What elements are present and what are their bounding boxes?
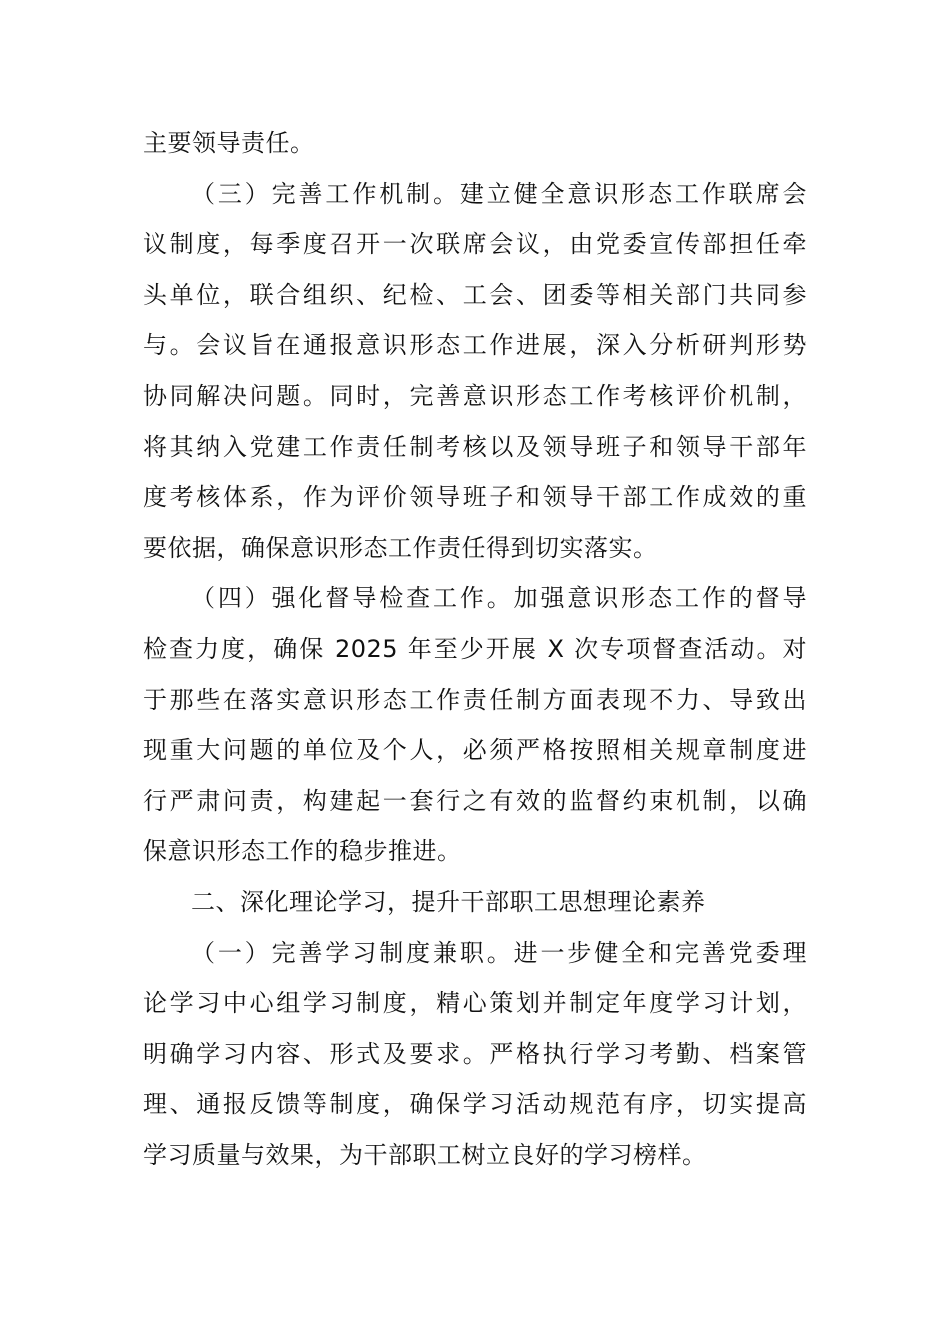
paragraph-line: 头单位，联合组织、纪检、工会、团委等相关部门共同参 bbox=[143, 280, 807, 309]
paragraph-line: 明确学习内容、形式及要求。严格执行学习考勤、档案管 bbox=[143, 1039, 807, 1068]
paragraph-line: 论学习中心组学习制度，精心策划并制定年度学习计划， bbox=[143, 989, 807, 1018]
paragraph-line: 行严肃问责，构建起一套行之有效的监督约束机制，以确 bbox=[143, 786, 807, 815]
chapter-heading-line: 二、深化理论学习，提升干部职工思想理论素养 bbox=[191, 887, 706, 916]
section-heading-line: （一）完善学习制度兼职。进一步健全和完善党委理 bbox=[191, 938, 807, 967]
section-heading-line: （四）强化督导检查工作。加强意识形态工作的督导 bbox=[191, 584, 807, 613]
paragraph-line: 保意识形态工作的稳步推进。 bbox=[143, 837, 462, 866]
paragraph-line: 议制度，每季度召开一次联席会议，由党委宣传部担任牵 bbox=[143, 230, 807, 259]
paragraph-line: 检查力度，确保 2025 年至少开展 X 次专项督查活动。对 bbox=[143, 634, 807, 663]
paragraph-line: 将其纳入党建工作责任制考核以及领导班子和领导干部年 bbox=[143, 432, 807, 461]
paragraph-line: 理、通报反馈等制度，确保学习活动规范有序，切实提高 bbox=[143, 1090, 807, 1119]
section-heading-line: （三）完善工作机制。建立健全意识形态工作联席会 bbox=[191, 179, 807, 208]
paragraph-line: 协同解决问题。同时，完善意识形态工作考核评价机制， bbox=[143, 381, 807, 410]
document-body bbox=[143, 118, 807, 1180]
paragraph-line: 学习质量与效果，为干部职工树立良好的学习榜样。 bbox=[143, 1140, 707, 1169]
paragraph-line: 要依据，确保意识形态工作责任得到切实落实。 bbox=[143, 533, 658, 562]
paragraph-line: 主要领导责任。 bbox=[143, 129, 315, 157]
paragraph-line: 与。会议旨在通报意识形态工作进展，深入分析研判形势 bbox=[143, 331, 807, 360]
paragraph-line: 度考核体系，作为评价领导班子和领导干部工作成效的重 bbox=[143, 483, 807, 512]
paragraph-line: 于那些在落实意识形态工作责任制方面表现不力、导致出 bbox=[143, 685, 807, 714]
paragraph-line: 现重大问题的单位及个人，必须严格按照相关规章制度进 bbox=[143, 736, 807, 765]
